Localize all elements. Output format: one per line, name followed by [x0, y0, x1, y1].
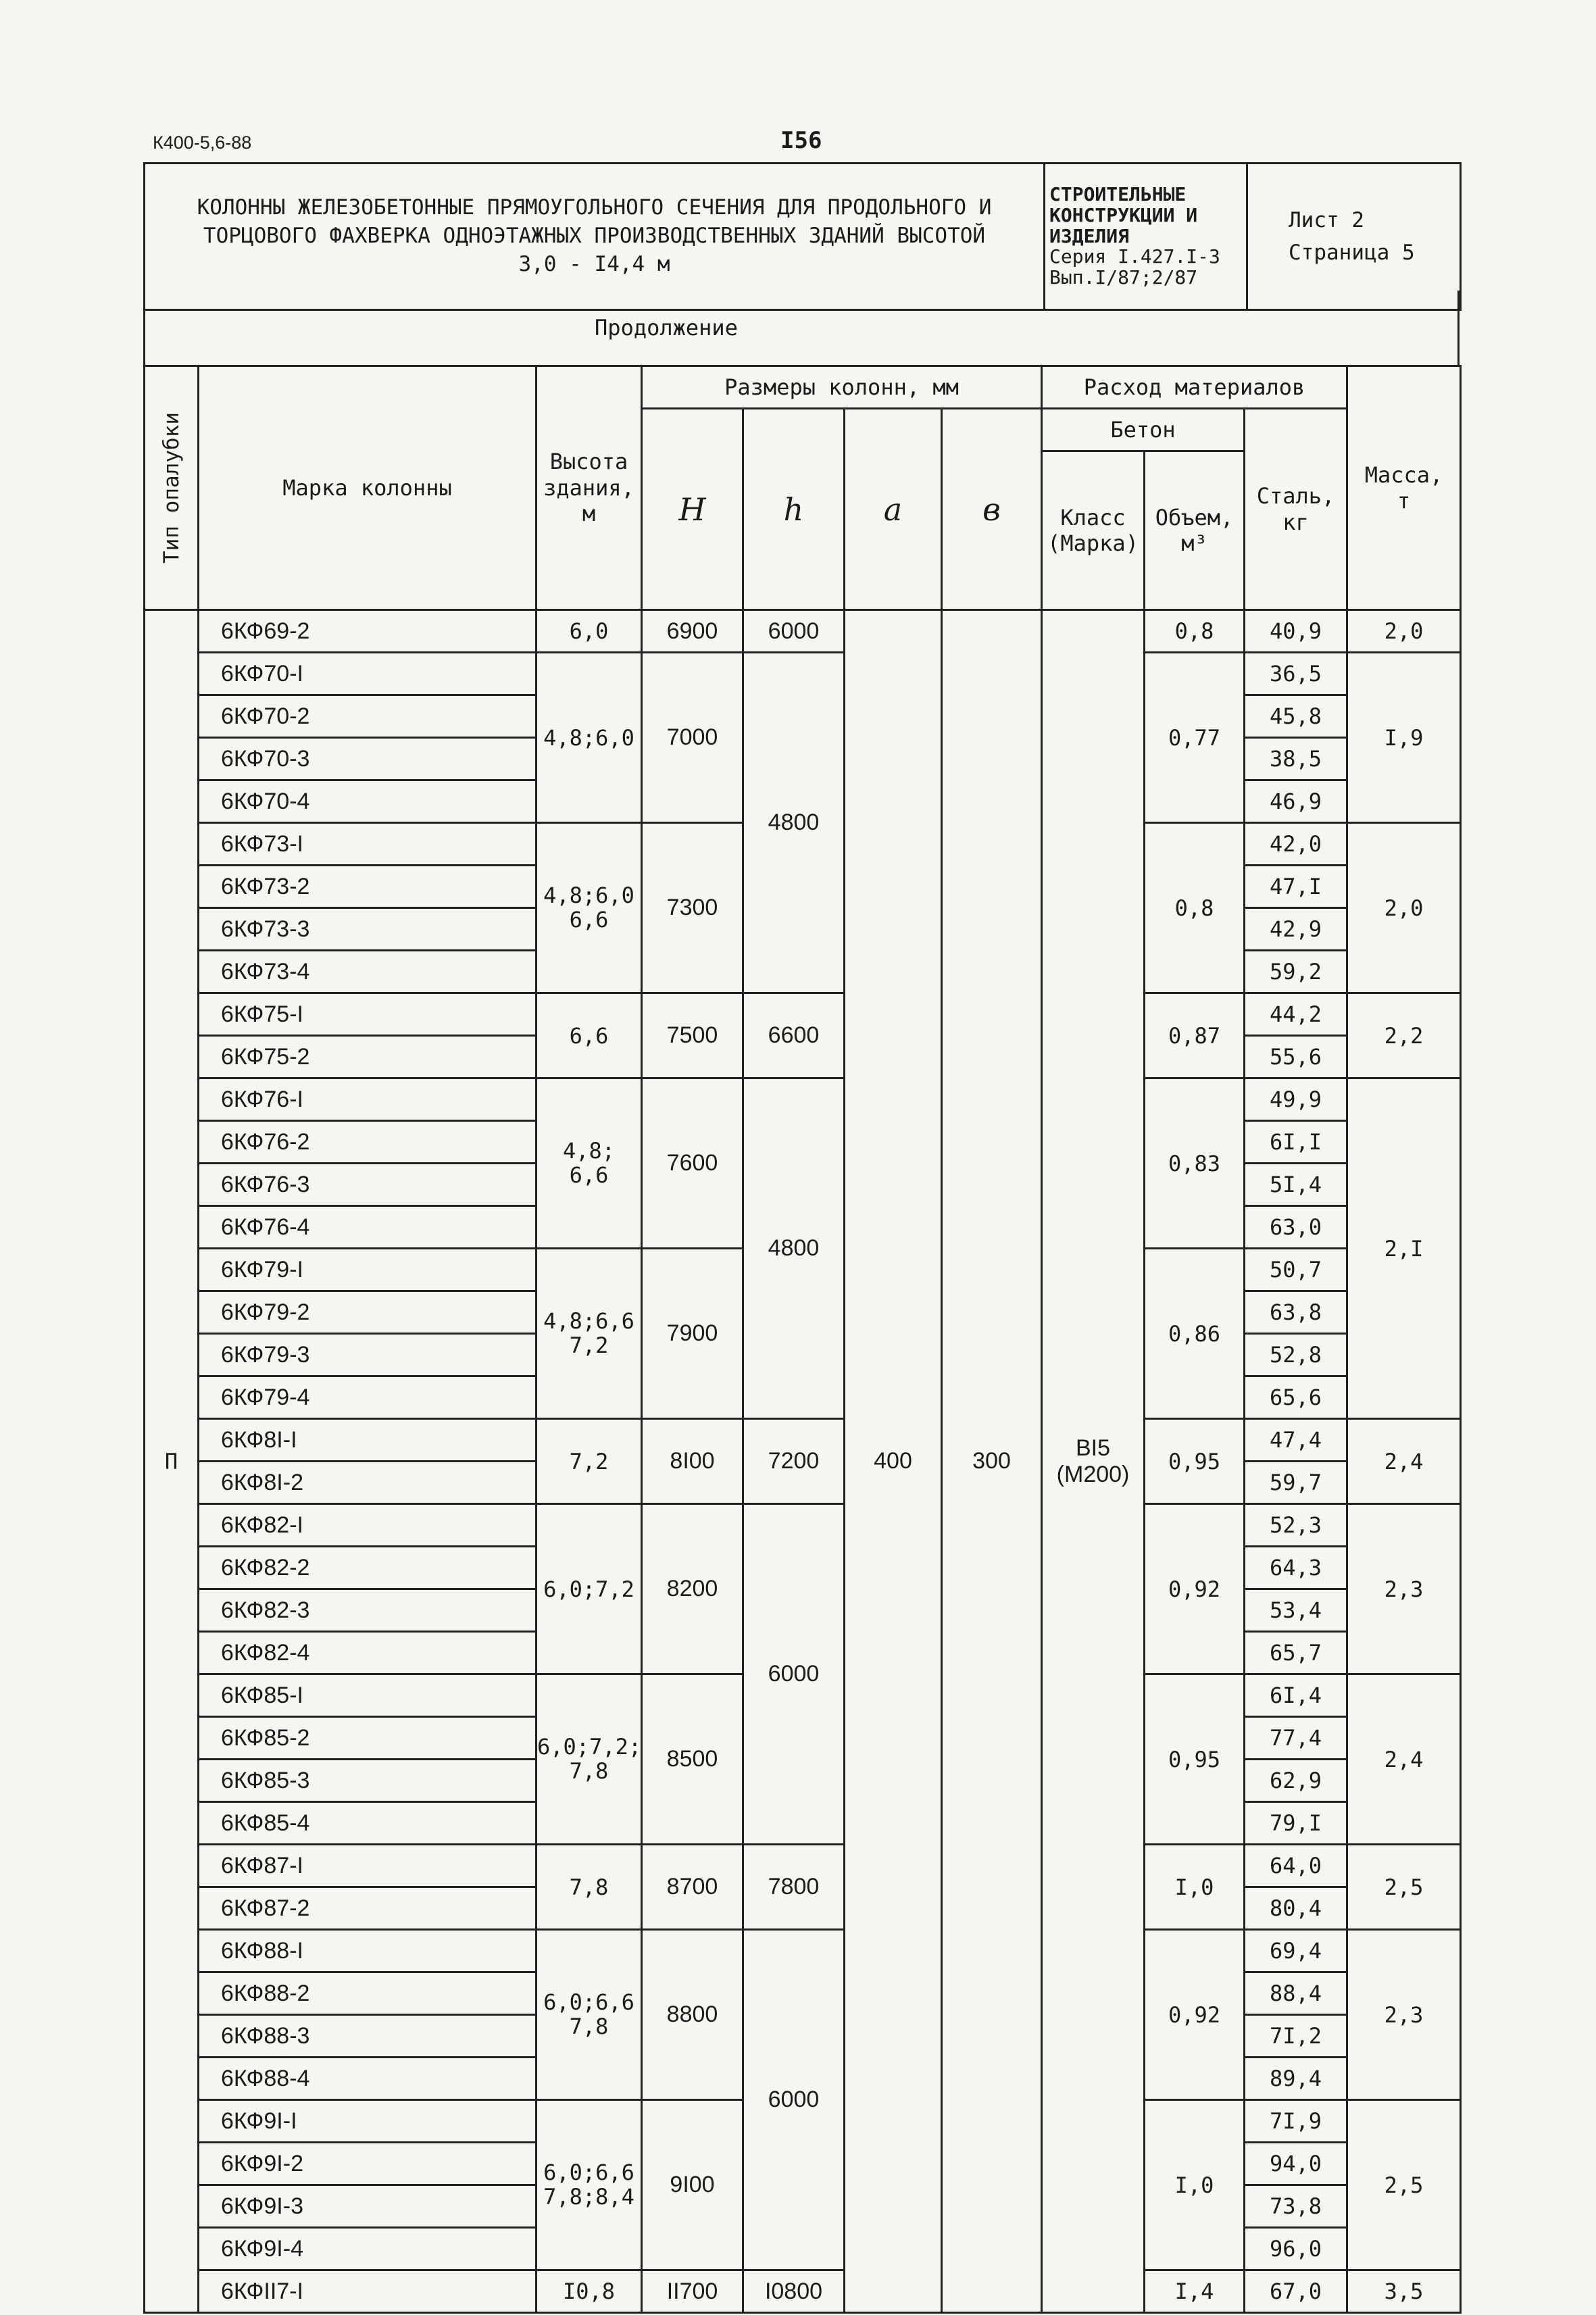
- H-cell: 8I00: [642, 1419, 743, 1504]
- h-cell: 4800: [743, 1078, 845, 1419]
- volume-cell: 0,8: [1145, 610, 1245, 653]
- H-cell: 7600: [642, 1078, 743, 1249]
- table-row-mark: 6КФ79-4: [199, 1376, 537, 1419]
- col-volume-line: м³: [1181, 530, 1207, 556]
- steel-cell: 64,0: [1245, 1845, 1347, 1887]
- H-cell: 7500: [642, 993, 743, 1078]
- series-line: СТРОИТЕЛЬНЫЕ: [1049, 183, 1187, 205]
- height-cell: 4,8;6,0: [537, 653, 642, 823]
- table-row-mark: 6КФ82-I: [199, 1504, 537, 1547]
- H-cell: 7000: [642, 653, 743, 823]
- col-mark: Марка колонны: [199, 366, 537, 610]
- steel-cell: 96,0: [1245, 2228, 1347, 2270]
- sheet-block: [1247, 164, 1461, 310]
- steel-cell: 80,4: [1245, 1887, 1347, 1930]
- col-class-line: Класс: [1060, 504, 1126, 530]
- table-row-mark: 6КФ8I-I: [199, 1419, 537, 1462]
- steel-cell: 88,4: [1245, 1972, 1347, 2015]
- h-cell: 7800: [743, 1845, 845, 1930]
- steel-cell: 89,4: [1245, 2058, 1347, 2100]
- table-row-mark: 6КФ79-2: [199, 1291, 537, 1334]
- H-cell: 6900: [642, 610, 743, 653]
- a-value: 400: [845, 610, 942, 2313]
- volume-cell: I,4: [1145, 2270, 1245, 2313]
- steel-cell: 73,8: [1245, 2185, 1347, 2228]
- table-row-mark: 6КФ82-2: [199, 1547, 537, 1589]
- steel-cell: 59,7: [1245, 1462, 1347, 1504]
- H-cell: 7900: [642, 1249, 743, 1419]
- table-row-mark: 6КФ9I-2: [199, 2143, 537, 2185]
- col-dimensions: Размеры колонн, мм: [642, 366, 1042, 409]
- steel-cell: 7I,2: [1245, 2015, 1347, 2058]
- h-cell: 4800: [743, 653, 845, 993]
- col-steel: [1245, 409, 1347, 610]
- series-line: Вып.I/87;2/87: [1049, 266, 1198, 289]
- columns-table: [143, 365, 1462, 2314]
- col-class: [1042, 451, 1145, 610]
- table-row-mark: 6КФ9I-4: [199, 2228, 537, 2270]
- steel-cell: 52,8: [1245, 1334, 1347, 1376]
- b-value: 300: [942, 610, 1042, 2313]
- document-title: [145, 164, 1045, 310]
- col-mass: [1347, 366, 1461, 610]
- col-mass-line: Масса,: [1364, 462, 1443, 488]
- table-row-mark: 6КФ87-2: [199, 1887, 537, 1930]
- table-row-mark: 6КФ85-4: [199, 1802, 537, 1845]
- table-row-mark: 6КФ82-3: [199, 1589, 537, 1632]
- steel-cell: 47,4: [1245, 1419, 1347, 1462]
- continuation-row: [143, 291, 1460, 367]
- volume-cell: I,0: [1145, 1845, 1245, 1930]
- steel-cell: 45,8: [1245, 695, 1347, 738]
- steel-cell: 7I,9: [1245, 2100, 1347, 2143]
- steel-cell: 49,9: [1245, 1078, 1347, 1121]
- volume-cell: 0,77: [1145, 653, 1245, 823]
- h-cell: 6000: [743, 1504, 845, 1845]
- volume-cell: 0,83: [1145, 1078, 1245, 1249]
- volume-cell: 0,92: [1145, 1504, 1245, 1674]
- steel-cell: 50,7: [1245, 1249, 1347, 1291]
- steel-cell: 6I,4: [1245, 1674, 1347, 1717]
- table-row-mark: 6КФ85-2: [199, 1717, 537, 1760]
- steel-cell: 69,4: [1245, 1930, 1347, 1972]
- concrete-class-line: BI5: [1076, 1435, 1111, 1461]
- mass-cell: 2,5: [1347, 2100, 1461, 2270]
- col-height-line: м: [582, 501, 596, 527]
- col-steel-line: Сталь,: [1256, 483, 1335, 509]
- steel-cell: 59,2: [1245, 951, 1347, 993]
- h-cell: 6000: [743, 1930, 845, 2270]
- table-row-mark: 6КФ87-I: [199, 1845, 537, 1887]
- col-a: a: [845, 409, 942, 610]
- H-cell: 8500: [642, 1674, 743, 1845]
- steel-cell: 63,8: [1245, 1291, 1347, 1334]
- mass-cell: 2,4: [1347, 1419, 1461, 1504]
- volume-cell: I,0: [1145, 2100, 1245, 2270]
- H-cell: 7300: [642, 823, 743, 993]
- col-h: h: [743, 409, 845, 610]
- mass-cell: 2,I: [1347, 1078, 1461, 1419]
- steel-cell: 42,0: [1245, 823, 1347, 866]
- steel-cell: 67,0: [1245, 2270, 1347, 2313]
- table-row-mark: 6КФ70-I: [199, 653, 537, 695]
- steel-cell: 77,4: [1245, 1717, 1347, 1760]
- height-cell: 6,6: [537, 993, 642, 1078]
- volume-cell: 0,8: [1145, 823, 1245, 993]
- table-row-mark: 6КФ73-4: [199, 951, 537, 993]
- mass-cell: 2,3: [1347, 1504, 1461, 1674]
- table-row-mark: 6КФ69-2: [199, 610, 537, 653]
- h-cell: 6000: [743, 610, 845, 653]
- continuation-label: Продолжение: [145, 291, 1459, 366]
- height-cell: 7,8: [537, 1845, 642, 1930]
- series-line: КОНСТРУКЦИИ И: [1049, 203, 1198, 226]
- table-row-mark: 6КФ9I-3: [199, 2185, 537, 2228]
- table-row-mark: 6КФ76-3: [199, 1164, 537, 1206]
- col-class-line: (Марка): [1047, 530, 1139, 556]
- series-block: [1045, 164, 1247, 310]
- steel-cell: 44,2: [1245, 993, 1347, 1036]
- H-cell: 9I00: [642, 2100, 743, 2270]
- volume-cell: 0,86: [1145, 1249, 1245, 1419]
- height-cell: 6,0;7,2; 7,8: [537, 1674, 642, 1845]
- steel-cell: 38,5: [1245, 738, 1347, 780]
- table-row-mark: 6КФ88-I: [199, 1930, 537, 1972]
- title-line: ТОРЦОВОГО ФАХВЕРКА ОДНОЭТАЖНЫХ ПРОИЗВОДСТВЕННЫХ ЗДАНИЙ ВЫСОТОЙ: [203, 224, 986, 249]
- table-row-mark: 6КФ79-3: [199, 1334, 537, 1376]
- mass-cell: 2,2: [1347, 993, 1461, 1078]
- volume-cell: 0,87: [1145, 993, 1245, 1078]
- table-row-mark: 6КФ70-2: [199, 695, 537, 738]
- steel-cell: 5I,4: [1245, 1164, 1347, 1206]
- sheet-number: Лист 2: [1289, 207, 1364, 232]
- height-cell: 6,0: [537, 610, 642, 653]
- mass-cell: 2,0: [1347, 823, 1461, 993]
- col-steel-line: кг: [1282, 509, 1309, 535]
- volume-cell: 0,92: [1145, 1930, 1245, 2100]
- steel-cell: 47,I: [1245, 866, 1347, 908]
- series-line: ИЗДЕЛИЯ: [1049, 224, 1130, 247]
- table-row-mark: 6КФ79-I: [199, 1249, 537, 1291]
- height-cell: 4,8;6,0 6,6: [537, 823, 642, 993]
- steel-cell: 63,0: [1245, 1206, 1347, 1249]
- mass-cell: 2,3: [1347, 1930, 1461, 2100]
- title-line: 3,0 - I4,4 м: [518, 251, 670, 276]
- col-volume-line: Объем,: [1155, 504, 1234, 530]
- mass-cell: 2,4: [1347, 1674, 1461, 1845]
- table-row-mark: 6КФ73-3: [199, 908, 537, 951]
- title-block: [143, 162, 1462, 311]
- height-cell: 4,8;6,6 7,2: [537, 1249, 642, 1419]
- col-b: в: [942, 409, 1042, 610]
- steel-cell: 46,9: [1245, 780, 1347, 823]
- height-cell: 6,0;6,6 7,8: [537, 1930, 642, 2100]
- table-row-mark: 6КФ73-I: [199, 823, 537, 866]
- col-volume: [1145, 451, 1245, 610]
- mass-cell: 2,0: [1347, 610, 1461, 653]
- steel-cell: 94,0: [1245, 2143, 1347, 2185]
- table-row-mark: 6КФII7-I: [199, 2270, 537, 2313]
- h-cell: 7200: [743, 1419, 845, 1504]
- table-row-mark: 6КФ76-I: [199, 1078, 537, 1121]
- col-mass-line: т: [1397, 488, 1411, 514]
- concrete-class-value: [1042, 610, 1145, 2313]
- height-cell: 7,2: [537, 1419, 642, 1504]
- steel-cell: 40,9: [1245, 610, 1347, 653]
- height-cell: I0,8: [537, 2270, 642, 2313]
- table-row-mark: 6КФ8I-2: [199, 1462, 537, 1504]
- steel-cell: 36,5: [1245, 653, 1347, 695]
- height-cell: 6,0;6,6 7,8;8,4: [537, 2100, 642, 2270]
- table-row-mark: 6КФ88-2: [199, 1972, 537, 2015]
- col-height-line: здания,: [543, 474, 634, 501]
- concrete-class-line: (M200): [1056, 1461, 1130, 1487]
- H-cell: 8700: [642, 1845, 743, 1930]
- steel-cell: 55,6: [1245, 1036, 1347, 1078]
- document-code: К400-5,6-88: [153, 132, 252, 153]
- steel-cell: 79,I: [1245, 1802, 1347, 1845]
- h-cell: 6600: [743, 993, 845, 1078]
- height-cell: 6,0;7,2: [537, 1504, 642, 1674]
- table-row-mark: 6КФ75-2: [199, 1036, 537, 1078]
- steel-cell: 6I,I: [1245, 1121, 1347, 1164]
- steel-cell: 62,9: [1245, 1760, 1347, 1802]
- table-row-mark: 6КФ73-2: [199, 866, 537, 908]
- steel-cell: 65,6: [1245, 1376, 1347, 1419]
- series-line: Серия I.427.I-3: [1049, 245, 1220, 268]
- table-row-mark: 6КФ75-I: [199, 993, 537, 1036]
- col-formwork-type: Тип опалубки: [145, 366, 199, 610]
- steel-cell: 53,4: [1245, 1589, 1347, 1632]
- page-number: I56: [780, 127, 822, 154]
- mass-cell: I,9: [1347, 653, 1461, 823]
- H-cell: 8800: [642, 1930, 743, 2100]
- table-row-mark: 6КФ88-4: [199, 2058, 537, 2100]
- title-line: КОЛОННЫ ЖЕЛЕЗОБЕТОННЫЕ ПРЯМОУГОЛЬНОГО СЕЧЕНИЯ ДЛЯ ПРОДОЛЬНОГО И: [197, 195, 992, 220]
- steel-cell: 65,7: [1245, 1632, 1347, 1674]
- H-cell: 8200: [642, 1504, 743, 1674]
- steel-cell: 52,3: [1245, 1504, 1347, 1547]
- col-materials: Расход материалов: [1042, 366, 1347, 409]
- col-height-line: Высота: [549, 449, 628, 475]
- table-row-mark: 6КФ76-2: [199, 1121, 537, 1164]
- table-row-mark: 6КФ85-3: [199, 1760, 537, 1802]
- steel-cell: 64,3: [1245, 1547, 1347, 1589]
- table-row-mark: 6КФ76-4: [199, 1206, 537, 1249]
- mass-cell: 3,5: [1347, 2270, 1461, 2313]
- table-row-mark: 6КФ82-4: [199, 1632, 537, 1674]
- table-row-mark: 6КФ70-3: [199, 738, 537, 780]
- mass-cell: 2,5: [1347, 1845, 1461, 1930]
- h-cell: I0800: [743, 2270, 845, 2313]
- volume-cell: 0,95: [1145, 1419, 1245, 1504]
- steel-cell: 42,9: [1245, 908, 1347, 951]
- col-height: [537, 366, 642, 610]
- table-row-mark: 6КФ88-3: [199, 2015, 537, 2058]
- table-row-mark: 6КФ9I-I: [199, 2100, 537, 2143]
- height-cell: 4,8; 6,6: [537, 1078, 642, 1249]
- col-concrete: Бетон: [1042, 409, 1245, 451]
- col-H: H: [642, 409, 743, 610]
- formwork-type-value: П: [145, 610, 199, 2313]
- table-row-mark: 6КФ70-4: [199, 780, 537, 823]
- volume-cell: 0,95: [1145, 1674, 1245, 1845]
- sheet-page: Страница 5: [1289, 241, 1415, 265]
- table-row-mark: 6КФ85-I: [199, 1674, 537, 1717]
- H-cell: II700: [642, 2270, 743, 2313]
